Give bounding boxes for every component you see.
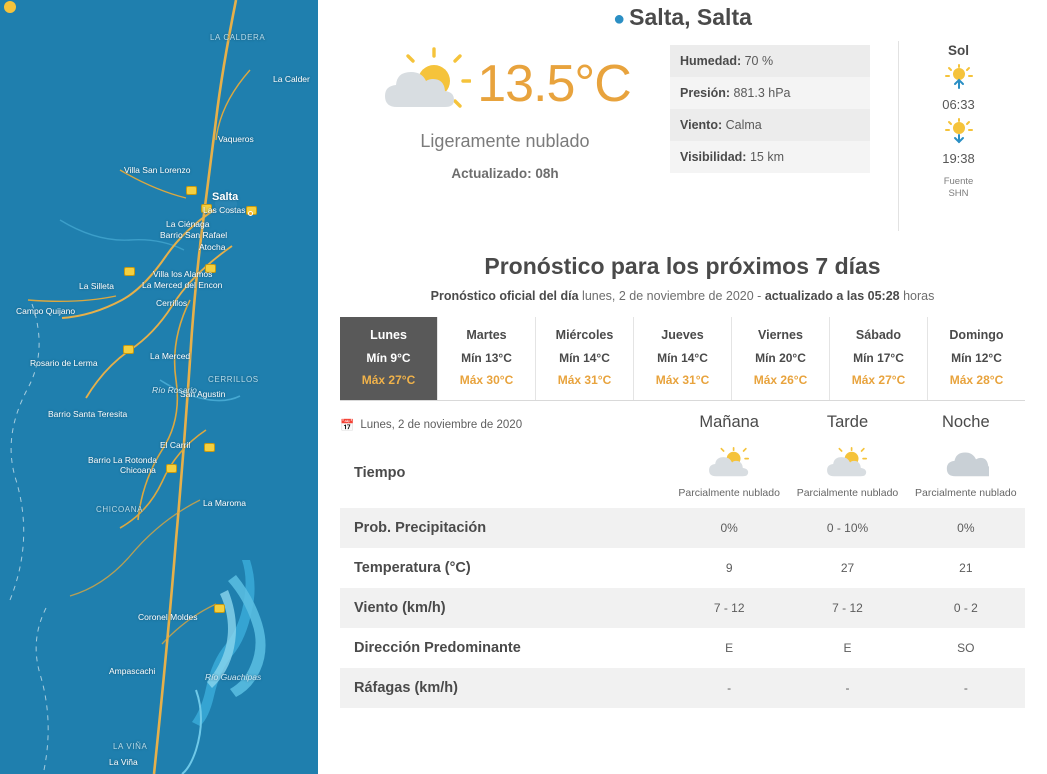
map-city-dot	[248, 211, 253, 216]
map-label: El Carril	[160, 440, 191, 450]
forecast-title: Pronóstico para los próximos 7 días	[484, 253, 881, 279]
forecast-day-name: Sábado	[855, 328, 902, 342]
location-name: Salta, Salta	[629, 4, 752, 30]
map-label: Río Guachipas	[205, 672, 262, 682]
map-label: San Agustin	[180, 389, 226, 399]
metric-visibility	[670, 141, 870, 173]
forecast-day-name: Jueves	[661, 328, 704, 342]
map-label: Villa San Lorenzo	[124, 165, 191, 175]
sun-source	[899, 176, 1018, 200]
page-title	[340, 0, 1025, 31]
detail-row-value	[670, 438, 788, 508]
map-label: Villa los Alamos	[153, 269, 213, 279]
detail-row-value: 0 - 2	[907, 588, 1025, 628]
forecast-day-max: Máx 26°C	[753, 373, 808, 387]
forecast-day-max: Máx 31°C	[655, 373, 710, 387]
detail-row-value: 0%	[670, 508, 788, 548]
map-label: Vaqueros	[218, 134, 254, 144]
detail-row-value	[907, 438, 1025, 508]
current-conditions	[340, 41, 1025, 231]
forecast-day-min: Mín 17°C	[853, 351, 904, 365]
map-label: La Merced	[150, 351, 191, 361]
forecast-subtitle-updated: actualizado a las 05:28	[764, 289, 900, 303]
map-label: La Ciénaga	[166, 219, 210, 229]
detail-row-value: 9	[725, 561, 733, 576]
map-label: Chicoana	[120, 465, 156, 475]
map-label: Barrio La Rotonda	[88, 455, 157, 465]
sunset-icon	[944, 118, 974, 144]
map-label: Cerrillos	[156, 298, 188, 308]
table-row	[340, 668, 1025, 708]
detail-row-label: Tiempo	[354, 465, 406, 482]
current-metrics	[670, 45, 870, 173]
forecast-subtitle-mid: de 2020 -	[705, 289, 765, 303]
current-updated: Actualizado: 08h	[451, 166, 559, 181]
detail-row-label: Viento (km/h)	[340, 588, 670, 628]
table-row	[340, 548, 1025, 588]
detail-date	[340, 418, 670, 432]
detail-row-value	[788, 438, 906, 508]
map-pin-icon: ●︎	[613, 8, 626, 30]
forecast-day-tabs[interactable]	[340, 317, 1025, 401]
current-temperature: 13.5°C	[477, 55, 631, 113]
forecast-day-tab[interactable]	[340, 317, 438, 400]
sunrise-time: 06:33	[942, 97, 975, 112]
sun-title: Sol	[947, 43, 969, 58]
detail-row-value: 7 - 12	[670, 588, 788, 628]
map-label: Río Rosario	[152, 385, 197, 395]
detail-row-value: E	[843, 641, 852, 656]
forecast-day-name: Martes	[466, 328, 507, 342]
forecast-day-max: Máx 27°C	[361, 373, 416, 387]
detail-row-value: 27	[840, 561, 855, 576]
detail-row-value: SO	[957, 641, 975, 656]
forecast-day-max: Máx 30°C	[459, 373, 514, 387]
route-shield-icon	[124, 267, 135, 276]
map-label: La Maroma	[203, 498, 246, 508]
forecast-day-max: Máx 28°C	[949, 373, 1004, 387]
detail-row-value: -	[670, 668, 788, 708]
detail-row-value: E	[725, 641, 734, 656]
table-row	[340, 628, 1025, 668]
table-row	[340, 508, 1025, 548]
metric-humidity	[670, 45, 870, 77]
detail-row-label: Ráfagas (km/h)	[340, 668, 670, 708]
table-row	[340, 588, 1025, 628]
current-description: Ligeramente nublado	[420, 131, 590, 151]
forecast-day-min: Mín 14°C	[559, 351, 610, 365]
metric-value: 881.3 hPa	[733, 86, 791, 100]
metric-label: Humedad:	[680, 54, 742, 68]
cloud-icon	[943, 446, 989, 482]
weather-condition-text: Parcialmente nublado	[796, 487, 899, 499]
map-label: La Calder	[273, 74, 310, 84]
forecast-day-min: Mín 20°C	[755, 351, 806, 365]
sunset-time: 19:38	[942, 151, 975, 166]
route-shield-icon	[123, 345, 134, 354]
detail-row-label: Dirección Predominante	[354, 640, 521, 657]
sun-source-label: Fuente	[943, 176, 974, 187]
map-label: Ampascachi	[109, 666, 156, 676]
table-row	[340, 438, 1025, 508]
period-night: Noche	[941, 413, 990, 431]
map-label: Barrio Santa Teresita	[48, 409, 128, 419]
map-label: Salta	[212, 191, 239, 203]
forecast-day-max: Máx 27°C	[851, 373, 906, 387]
detail-row-value: 21	[959, 561, 973, 576]
map-label: Atocha	[199, 242, 226, 252]
detail-row-value: -	[788, 668, 906, 708]
forecast-day-tab[interactable]	[928, 317, 1025, 400]
current-summary	[340, 41, 670, 181]
forecast-day-tab[interactable]	[830, 317, 928, 400]
detail-row-label: Temperatura (°C)	[354, 560, 471, 577]
forecast-day-min: Mín 14°C	[657, 351, 708, 365]
map-panel[interactable]	[0, 0, 318, 774]
route-shield-icon	[186, 186, 197, 195]
forecast-subtitle-day: lunes, 2 de noviembre	[582, 289, 706, 303]
metric-label: Presión:	[680, 86, 731, 100]
map-label: CHICOANA	[96, 505, 144, 514]
map-label: La Silleta	[79, 281, 114, 291]
forecast-day-min: Mín 12°C	[951, 351, 1002, 365]
route-shield-icon	[204, 443, 215, 452]
detail-header	[340, 413, 1025, 438]
sunrise-block	[899, 64, 1018, 112]
metric-label: Viento:	[680, 118, 723, 132]
forecast-subtitle-post: horas	[899, 289, 935, 303]
map-label: La Merced del Encon	[142, 280, 223, 290]
period-afternoon: Tarde	[826, 413, 869, 431]
forecast-day-name: Viernes	[758, 328, 803, 342]
detail-row-value: 0%	[907, 508, 1025, 548]
forecast-day-name: Domingo	[949, 328, 1004, 342]
sunset-block	[899, 118, 1018, 166]
metric-pressure	[670, 77, 870, 109]
forecast-day-min: Mín 9°C	[366, 351, 411, 365]
metric-value: 70 %	[744, 54, 774, 68]
forecast-subtitle-pre: Pronóstico oficial del día	[430, 289, 583, 303]
map-label: Rosario de Lerma	[30, 358, 98, 368]
map-label: Barrio San Rafael	[160, 230, 228, 240]
metric-value: Calma	[725, 118, 762, 132]
weather-condition-text: Parcialmente nublado	[678, 487, 780, 499]
forecast-day-name: Lunes	[370, 328, 407, 342]
calendar-icon: 📅	[340, 420, 355, 432]
sun-panel	[898, 41, 1018, 231]
detail-row-value: -	[907, 668, 1025, 708]
weather-condition-text: Parcialmente nublado	[915, 487, 1017, 499]
route-shield-icon	[166, 464, 177, 473]
sunrise-icon	[944, 64, 974, 90]
metric-label: Visibilidad:	[680, 150, 747, 164]
forecast-day-tab[interactable]	[536, 317, 634, 400]
forecast-day-max: Máx 31°C	[557, 373, 612, 387]
sun-behind-cloud-icon	[706, 446, 752, 482]
map-label: Campo Quijano	[16, 306, 76, 316]
detail-row-value: 7 - 12	[788, 588, 906, 628]
map-label: La Viña	[109, 757, 138, 767]
detail-row-value: 0 - 10%	[788, 508, 906, 548]
map-label: LA VIÑA	[113, 742, 148, 751]
weather-content	[318, 0, 1047, 774]
sun-behind-cloud-icon	[824, 446, 870, 482]
map-label: Coronel Moldes	[138, 612, 198, 622]
detail-table	[340, 438, 1025, 708]
forecast-day-tab[interactable]	[732, 317, 830, 400]
forecast-day-tab[interactable]	[438, 317, 536, 400]
forecast-day-name: Miércoles	[555, 328, 614, 342]
sun-source-value: SHN	[948, 187, 969, 199]
forecast-day-min: Mín 13°C	[461, 351, 512, 365]
forecast-subtitle	[340, 289, 1025, 303]
detail-row-label: Prob. Precipitación	[340, 508, 670, 548]
sun-behind-cloud-icon	[379, 47, 471, 121]
route-shield-icon	[214, 604, 225, 613]
metric-wind	[670, 109, 870, 141]
detail-date-label: Lunes, 2 de noviembre de 2020	[360, 419, 523, 431]
map-label: Las Costas	[203, 205, 246, 215]
forecast-day-tab[interactable]	[634, 317, 732, 400]
metric-value: 15 km	[749, 150, 784, 164]
period-morning: Mañana	[699, 413, 759, 431]
map-weather-sun-icon	[0, 0, 20, 14]
map-label: CERRILLOS	[208, 375, 259, 384]
map-label: LA CALDERA	[210, 33, 266, 42]
